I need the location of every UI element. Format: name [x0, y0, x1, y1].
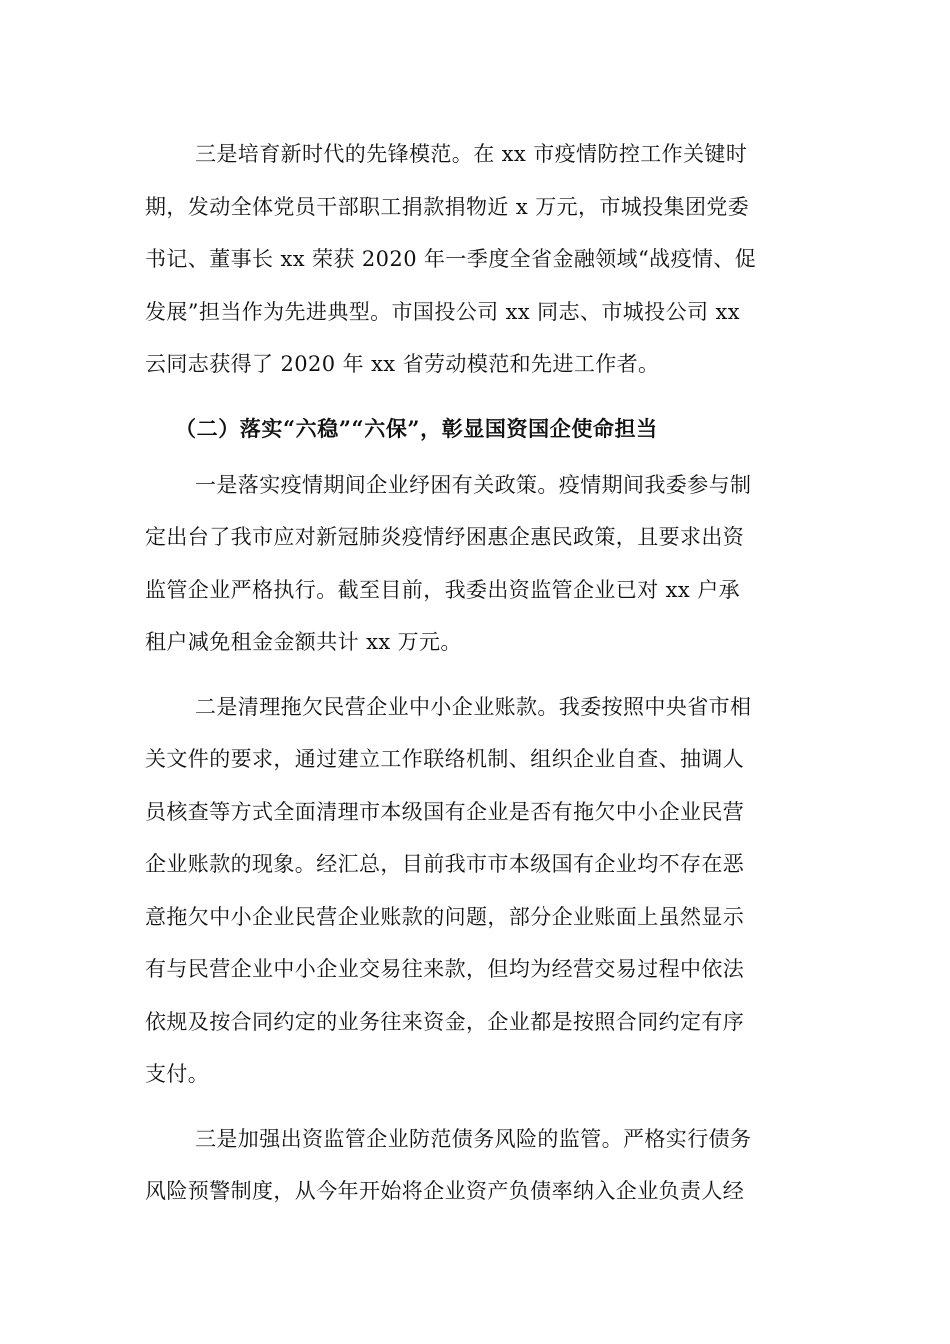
text-line: 书记、董事长 xx 荣获 2020 年一季度全省金融领域“战疫情、促: [145, 247, 757, 271]
text-line: 三是加强出资监管企业防范债务风险的监管。严格实行债务: [195, 1126, 752, 1151]
section-heading: （二）落实“六稳”“六保”，彰显国资国企使命担当: [175, 415, 658, 441]
text-line: 支付。: [145, 1062, 210, 1086]
text-line: 意拖欠中小企业民营企业账款的问题，部分企业账面上虽然显示: [145, 904, 745, 929]
text-line: 租户减免租金金额共计 xx 万元。: [145, 630, 462, 654]
text-line: 企业账款的现象。经汇总，目前我市市本级国有企业均不存在恶: [145, 852, 745, 876]
document-body: [145, 128, 805, 1230]
text-line: 关文件的要求，通过建立工作联络机制、组织企业自查、抽调人: [145, 747, 745, 771]
text-line: 云同志获得了 2020 年 xx 省劳动模范和先进工作者。: [145, 352, 660, 376]
text-line: 风险预警制度，从今年开始将企业资产负债率纳入企业负责人经: [145, 1179, 745, 1203]
text-line: 依规及按合同约定的业务往来资金，企业都是按照合同约定有序: [145, 1009, 745, 1034]
paragraph-arrears-clearing: [145, 681, 805, 1101]
text-line: 发展”担当作为先进典型。市国投公司 xx 同志、市城投公司 xx: [145, 299, 740, 324]
paragraph-relief-policies: [145, 459, 805, 669]
text-line: 有与民营企业中小企业交易往来款，但均为经营交易过程中依法: [145, 957, 745, 981]
text-line: 员核查等方式全面清理市本级国有企业是否有拖欠中小企业民营: [145, 799, 745, 824]
paragraph-debt-risk: [145, 1113, 805, 1218]
text-line: 监管企业严格执行。截至目前，我委出资监管企业已对 xx 户承: [145, 577, 741, 602]
text-line: 定出台了我市应对新冠肺炎疫情纾困惠企惠民政策，且要求出资: [145, 525, 745, 549]
text-line: 一是落实疫情期间企业纾困有关政策。疫情期间我委参与制: [195, 472, 752, 497]
text-line: 期，发动全体党员干部职工捐款捐物近 x 万元，市城投集团党委: [145, 194, 750, 219]
paragraph-pioneer-models: [145, 128, 805, 391]
text-line: 三是培育新时代的先锋模范。在 xx 市疫情防控工作关键时: [195, 142, 748, 166]
text-line: 二是清理拖欠民营企业中小企业账款。我委按照中央省市相: [195, 694, 752, 719]
